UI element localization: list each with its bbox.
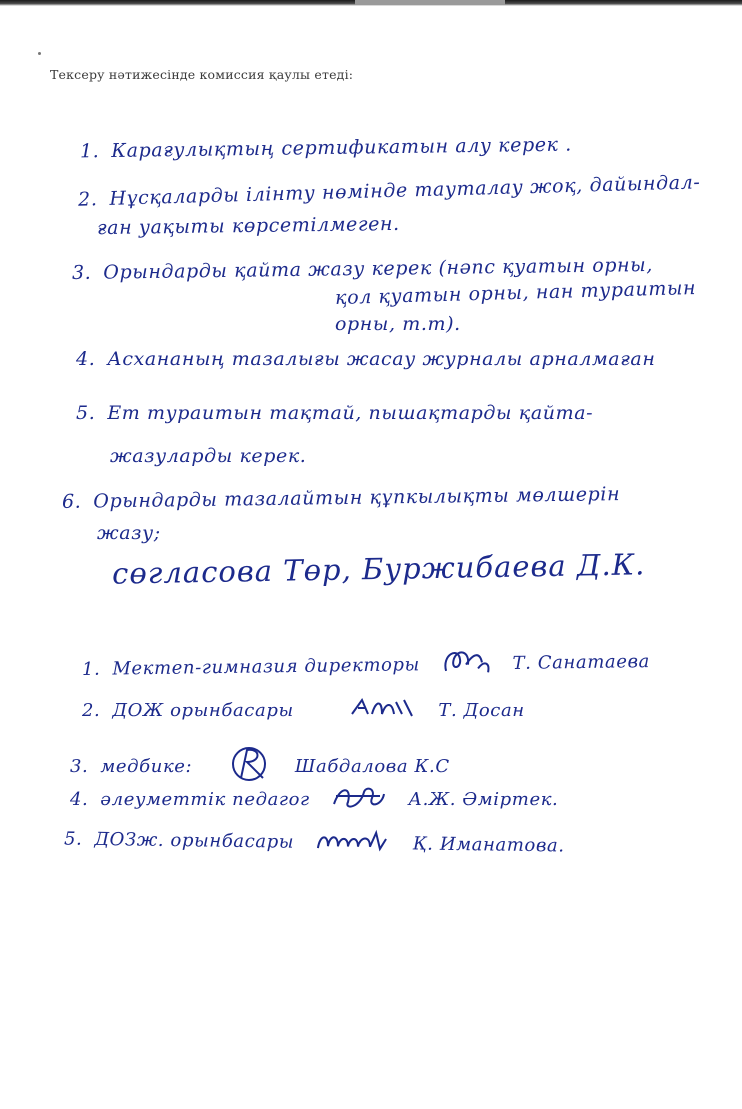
- list-item-6-cont: [97, 522, 161, 544]
- signature-role: әлеуметтік педагог: [100, 788, 310, 810]
- signature-row-5: [64, 823, 565, 863]
- signature-name: Т. Санатаева: [512, 650, 651, 674]
- list-item-1: [80, 134, 572, 163]
- list-item-3-cont: [335, 313, 461, 335]
- signature-role: ДОЖ орынбасары: [112, 699, 294, 721]
- list-item-5: [76, 402, 593, 424]
- printed-header: Тексеру нәтижесінде комиссия қаулы етеді:: [50, 67, 354, 82]
- signature-number: 3.: [70, 755, 89, 777]
- list-item-3: [72, 254, 653, 284]
- list-item-4: [76, 348, 655, 370]
- signature-name: Шабдалова К.С: [294, 755, 450, 777]
- list-item-text: қол қуатын орны, нан тураитын: [334, 276, 697, 310]
- list-item-5-cont: [110, 445, 306, 467]
- list-item-number: 4.: [76, 348, 96, 370]
- signature-name: Қ. Иманатова.: [412, 832, 565, 856]
- signature-number: 2.: [82, 699, 101, 721]
- list-item-text: Орындарды тазалайтын құпкылықты мөлшерін: [93, 483, 621, 513]
- signature-role: медбике:: [100, 755, 193, 777]
- signature-scribble-icon: [314, 826, 392, 860]
- signature-role: Мектеп-гимназия директоры: [112, 653, 421, 680]
- list-item-2: [78, 171, 701, 210]
- list-item-text: Нұсқаларды ілінту нөмінде тауталау жоқ, дайындал-: [109, 171, 701, 210]
- list-item-number: 1.: [79, 140, 100, 163]
- signature-row-4: [70, 782, 558, 817]
- signature-row-2: [82, 696, 525, 725]
- list-item-text: Орындарды қайта жазу керек (нәпс қуатын орны,: [103, 253, 654, 284]
- list-item-text: Карағулықтың сертификатын алу керек .: [111, 133, 572, 162]
- list-item-text: Ет тураитын тақтай, пышақтарды қайта-: [107, 402, 594, 424]
- signature-scribble-icon: [440, 644, 493, 684]
- list-item-3-cont: [335, 277, 697, 309]
- signature-number: 1.: [81, 658, 101, 680]
- list-item-number: 2.: [77, 188, 98, 211]
- list-item-6: [62, 483, 620, 513]
- list-item-text: жазу;: [97, 522, 161, 544]
- signature-name: А.Ж. Әміртек.: [408, 788, 559, 810]
- paper-speck: [38, 52, 41, 55]
- list-item-text: Асхананың тазалығы жасау журналы арналмаған: [107, 348, 656, 370]
- list-item-number: 5.: [76, 402, 96, 424]
- list-item-2-cont: [97, 213, 400, 239]
- agreement-signature: сөгласова Төр, Буржибаева Д.К.: [111, 547, 646, 591]
- signature-name: Т. Досан: [438, 699, 525, 721]
- signature-role: ДОЗж. орынбасары: [94, 828, 295, 853]
- list-item-text: ған уақыты көрсетілмеген.: [96, 212, 400, 240]
- signature-row-1: [82, 642, 650, 689]
- signature-number: 5.: [63, 828, 83, 850]
- signature-scribble-icon: [330, 782, 388, 817]
- signature-scribble-icon: [348, 696, 418, 725]
- list-item-text: орны, т.т).: [335, 313, 461, 335]
- page-top-notch: [355, 0, 505, 5]
- signature-number: 4.: [70, 788, 89, 810]
- list-item-number: 3.: [71, 261, 92, 285]
- list-item-number: 6.: [61, 490, 82, 513]
- list-item-text: жазуларды керек.: [110, 445, 307, 467]
